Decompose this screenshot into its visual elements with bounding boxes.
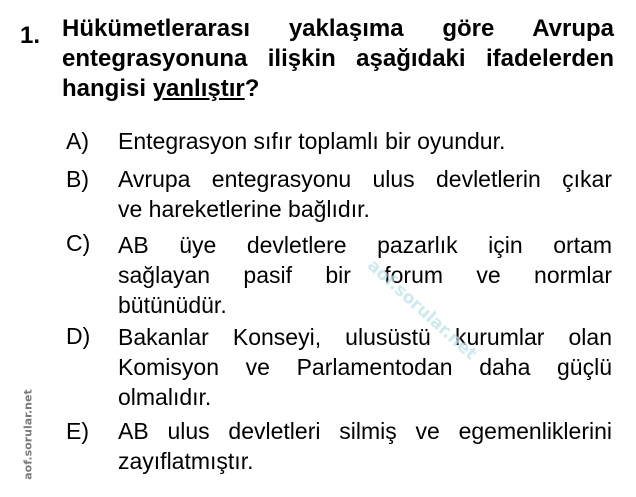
option-e-line-1: AB ulus devletleri silmiş ve egemenliklerini	[118, 418, 612, 444]
option-c-letter: C)	[66, 230, 91, 256]
option-c-text	[118, 230, 612, 320]
option-e-line-2: zayıflatmıştır.	[118, 448, 254, 474]
question-line-3	[62, 75, 259, 102]
option-d-letter: D)	[66, 323, 91, 349]
question-text	[62, 14, 614, 104]
question-line-1: Hükümetlerarası yaklaşıma göre Avrupa	[62, 15, 614, 42]
option-c-line-2: sağlayan pasif bir forum ve normlar	[118, 262, 612, 288]
option-d-line-2: Komisyon ve Parlamentodan daha güçlü	[118, 354, 612, 380]
question-line-2: entegrasyonuna ilişkin aşağıdaki ifadelerden	[62, 45, 614, 72]
option-a-text	[118, 126, 612, 156]
option-e-text	[118, 416, 612, 476]
option-c-line-3: bütünüdür.	[118, 292, 227, 318]
option-d-text	[118, 322, 612, 412]
question-line-3-prefix: hangisi	[62, 75, 153, 102]
question-number: 1.	[20, 22, 41, 49]
option-b-text	[118, 164, 612, 224]
option-c-line-1: AB üye devletlere pazarlık için ortam	[118, 232, 612, 258]
diagonal-watermark: aof.sorular.net	[363, 255, 481, 365]
option-b-letter: B)	[66, 166, 89, 192]
option-d-line-1: Bakanlar Konseyi, ulusüstü kurumlar olan	[118, 324, 612, 350]
option-b-line-2: ve hareketlerine bağlıdır.	[118, 196, 370, 222]
option-b-line-1: Avrupa entegrasyonu ulus devletlerin çıkar	[118, 166, 612, 192]
option-a-letter: A)	[66, 128, 89, 154]
option-e-letter: E)	[66, 418, 89, 444]
side-watermark: aof.sorular.net	[21, 389, 35, 480]
question-line-3-suffix: ?	[244, 75, 260, 102]
option-d-line-3: olmalıdır.	[118, 384, 212, 410]
question-emphasis: yanlıştır	[152, 75, 245, 102]
option-a-line-1: Entegrasyon sıfır toplamlı bir oyundur.	[118, 128, 506, 154]
